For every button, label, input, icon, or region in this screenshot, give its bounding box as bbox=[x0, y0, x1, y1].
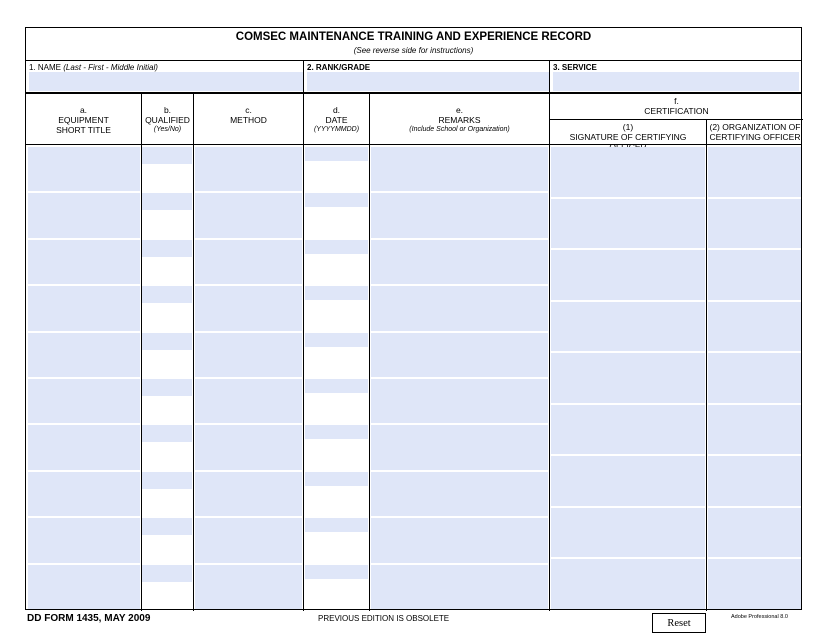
date-cell[interactable] bbox=[305, 147, 368, 161]
name-label: 1. NAME (Last - First - Middle Initial) bbox=[29, 63, 158, 72]
remarks-cell[interactable] bbox=[371, 518, 548, 562]
remarks-cell[interactable] bbox=[371, 240, 548, 284]
qualified-cell[interactable] bbox=[142, 518, 192, 535]
method-cell[interactable] bbox=[195, 518, 302, 562]
signature-cell[interactable] bbox=[551, 353, 705, 403]
equipment-cell[interactable] bbox=[28, 147, 140, 191]
organization-cell[interactable] bbox=[708, 456, 801, 506]
remarks-cell[interactable] bbox=[371, 379, 548, 423]
qualified-cell[interactable] bbox=[142, 333, 192, 350]
method-cell[interactable] bbox=[195, 565, 302, 609]
col-e-header: e. REMARKS (Include School or Organization) bbox=[409, 105, 510, 133]
method-cell[interactable] bbox=[195, 240, 302, 284]
rank-label: 2. RANK/GRADE bbox=[307, 63, 371, 72]
method-cell[interactable] bbox=[195, 147, 302, 191]
col-c-header: c. METHOD bbox=[230, 105, 267, 125]
qualified-cell[interactable] bbox=[142, 379, 192, 396]
signature-cell[interactable] bbox=[551, 250, 705, 300]
method-cell[interactable] bbox=[195, 379, 302, 423]
date-cell[interactable] bbox=[305, 379, 368, 393]
organization-cell[interactable] bbox=[708, 250, 801, 300]
name-field[interactable] bbox=[29, 72, 303, 91]
method-cell[interactable] bbox=[195, 333, 302, 377]
organization-cell[interactable] bbox=[708, 147, 801, 197]
form-subtitle: (See reverse side for instructions) bbox=[353, 46, 474, 55]
equipment-cell[interactable] bbox=[28, 193, 140, 237]
signature-cell[interactable] bbox=[551, 199, 705, 249]
remarks-cell[interactable] bbox=[371, 333, 548, 377]
col-f2-header: (2) ORGANIZATION OF CERTIFYING OFFICER bbox=[709, 122, 801, 142]
remarks-cell[interactable] bbox=[371, 193, 548, 237]
organization-cell[interactable] bbox=[708, 405, 801, 455]
remarks-cell[interactable] bbox=[371, 147, 548, 191]
reset-button[interactable]: Reset bbox=[652, 613, 706, 633]
method-cell[interactable] bbox=[195, 193, 302, 237]
organization-cell[interactable] bbox=[708, 508, 801, 558]
qualified-cell[interactable] bbox=[142, 472, 192, 489]
remarks-cell[interactable] bbox=[371, 472, 548, 516]
signature-cell[interactable] bbox=[551, 456, 705, 506]
organization-cell[interactable] bbox=[708, 199, 801, 249]
qualified-cell[interactable] bbox=[142, 286, 192, 303]
equipment-cell[interactable] bbox=[28, 240, 140, 284]
signature-cell[interactable] bbox=[551, 559, 705, 609]
date-cell[interactable] bbox=[305, 333, 368, 347]
form-id: DD FORM 1435, MAY 2009 bbox=[27, 613, 151, 624]
date-cell[interactable] bbox=[305, 518, 368, 532]
date-cell[interactable] bbox=[305, 425, 368, 439]
col-a-header: a. EQUIPMENT SHORT TITLE bbox=[56, 105, 111, 135]
rank-field[interactable] bbox=[307, 72, 549, 91]
organization-cell[interactable] bbox=[708, 353, 801, 403]
qualified-cell[interactable] bbox=[142, 425, 192, 442]
date-cell[interactable] bbox=[305, 565, 368, 579]
qualified-cell[interactable] bbox=[142, 193, 192, 210]
qualified-cell[interactable] bbox=[142, 240, 192, 257]
obsolete-note: PREVIOUS EDITION IS OBSOLETE bbox=[318, 614, 450, 623]
equipment-cell[interactable] bbox=[28, 565, 140, 609]
signature-cell[interactable] bbox=[551, 508, 705, 558]
equipment-cell[interactable] bbox=[28, 472, 140, 516]
method-cell[interactable] bbox=[195, 472, 302, 516]
method-cell[interactable] bbox=[195, 425, 302, 469]
signature-cell[interactable] bbox=[551, 147, 705, 197]
qualified-cell[interactable] bbox=[142, 565, 192, 582]
software-note: Adobe Professional 8.0 bbox=[731, 614, 788, 620]
service-field[interactable] bbox=[553, 72, 799, 91]
remarks-cell[interactable] bbox=[371, 425, 548, 469]
equipment-cell[interactable] bbox=[28, 425, 140, 469]
form-title: COMSEC MAINTENANCE TRAINING AND EXPERIENCE RECORD bbox=[235, 31, 592, 43]
form-frame bbox=[25, 27, 802, 610]
remarks-cell[interactable] bbox=[371, 565, 548, 609]
date-cell[interactable] bbox=[305, 286, 368, 300]
qualified-cell[interactable] bbox=[142, 147, 192, 164]
col-d-header: d. DATE (YYYYMMDD) bbox=[313, 105, 360, 133]
organization-cell[interactable] bbox=[708, 559, 801, 609]
col-f1-header: (1) SIGNATURE OF CERTIFYING bbox=[569, 122, 687, 142]
method-cell[interactable] bbox=[195, 286, 302, 330]
organization-cell[interactable] bbox=[708, 302, 801, 352]
signature-cell[interactable] bbox=[551, 302, 705, 352]
date-cell[interactable] bbox=[305, 472, 368, 486]
equipment-cell[interactable] bbox=[28, 286, 140, 330]
remarks-cell[interactable] bbox=[371, 286, 548, 330]
signature-cell[interactable] bbox=[551, 405, 705, 455]
service-label: 3. SERVICE bbox=[553, 63, 597, 72]
date-cell[interactable] bbox=[305, 193, 368, 207]
equipment-cell[interactable] bbox=[28, 379, 140, 423]
col-b-header: b. QUALIFIED (Yes/No) bbox=[145, 105, 190, 133]
col-f-header: f. CERTIFICATION bbox=[644, 96, 709, 116]
equipment-cell[interactable] bbox=[28, 518, 140, 562]
date-cell[interactable] bbox=[305, 240, 368, 254]
equipment-cell[interactable] bbox=[28, 333, 140, 377]
